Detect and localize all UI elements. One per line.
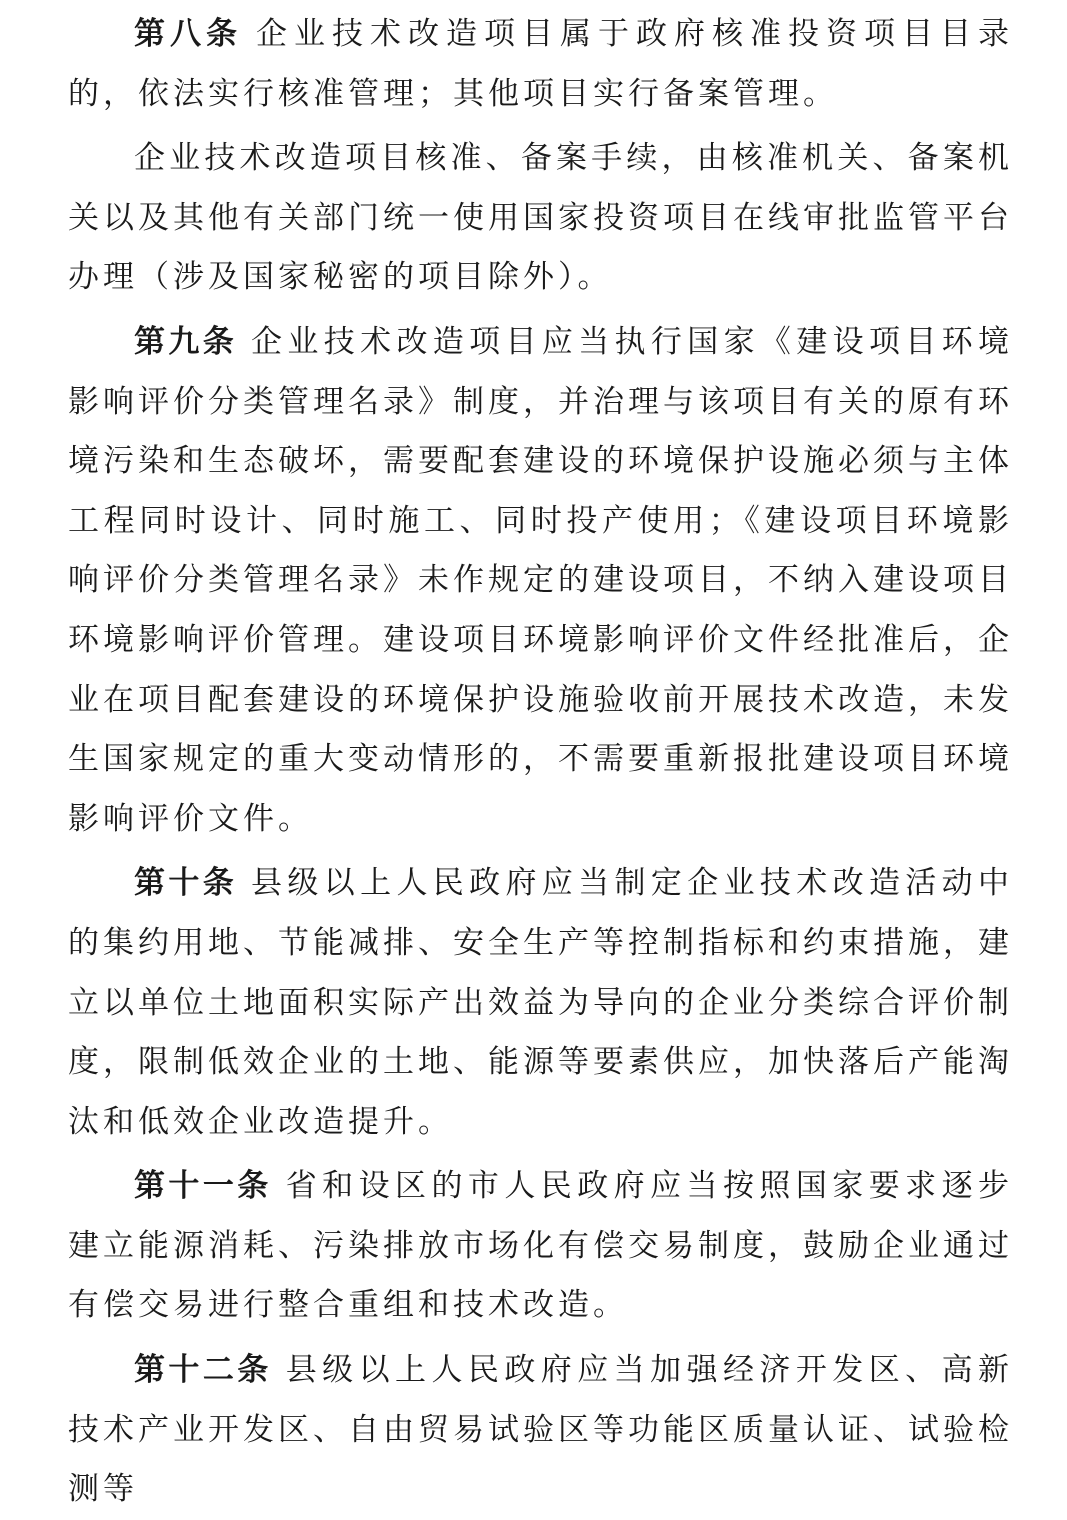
article-8-title: 第八条: [134, 16, 242, 52]
article-8-paragraph-1: [68, 0, 1013, 124]
article-10-title: 第十条: [134, 865, 238, 902]
document-page: [68, 0, 1014, 1508]
article-8-text-2: 企业技术改造项目核准、备案手续，由核准机关、备案机关以及其他有关部门统一使用国家投资项目在线审批监管平台办理（涉及国家秘密的项目除外）。: [68, 140, 1013, 296]
article-9-title: 第九条: [134, 323, 238, 360]
article-12-text-1: 县级以上人民政府应当加强经济开发区、高新技术产业开发区、自由贸易试验区等功能区质量认证、试验检测等: [68, 1352, 1014, 1508]
article-8-text-1: 企业技术改造项目属于政府核准投资项目目录的，依法实行核准管理；其他项目实行备案管理。: [68, 16, 1013, 112]
article-9-text-1: 企业技术改造项目应当执行国家《建设项目环境影响评价分类管理名录》制度，并治理与该项目有关的原有环境污染和生态破坏，需要配套建设的环境保护设施必须与主体工程同时设计、同时施工、同时投产使用；《建设项目环境影响评价分类管理名录》未作规定的建设项目，不纳入建设项目环境影响评价管理。建设项目环境影响评价文件经批准后，企业在项目配套建设的环境保护设施验收前开展技术改造，未发生国家规定的重大变动情形的，不需要重新报批建设项目环境影响评价文件。: [68, 323, 1014, 837]
article-11-text-1: 省和设区的市人民政府应当按照国家要求逐步建立能源消耗、污染排放市场化有偿交易制度，鼓励企业通过有偿交易进行整合重组和技术改造。: [68, 1168, 1014, 1324]
article-12-paragraph-1: [68, 1336, 1013, 1520]
article-8-paragraph-2: [68, 124, 1013, 308]
article-10-paragraph-1: [68, 849, 1013, 1152]
article-10-text-1: 县级以上人民政府应当制定企业技术改造活动中的集约用地、节能减排、安全生产等控制指标和约束措施，建立以单位土地面积实际产出效益为导向的企业分类综合评价制度，限制低效企业的土地、能源等要素供应，加快落后产能淘汰和低效企业改造提升。: [68, 865, 1014, 1140]
article-12-title: 第十二条: [134, 1352, 272, 1389]
article-11-paragraph-1: [68, 1152, 1013, 1336]
article-9-paragraph-1: [68, 308, 1013, 849]
article-11-title: 第十一条: [134, 1168, 272, 1205]
